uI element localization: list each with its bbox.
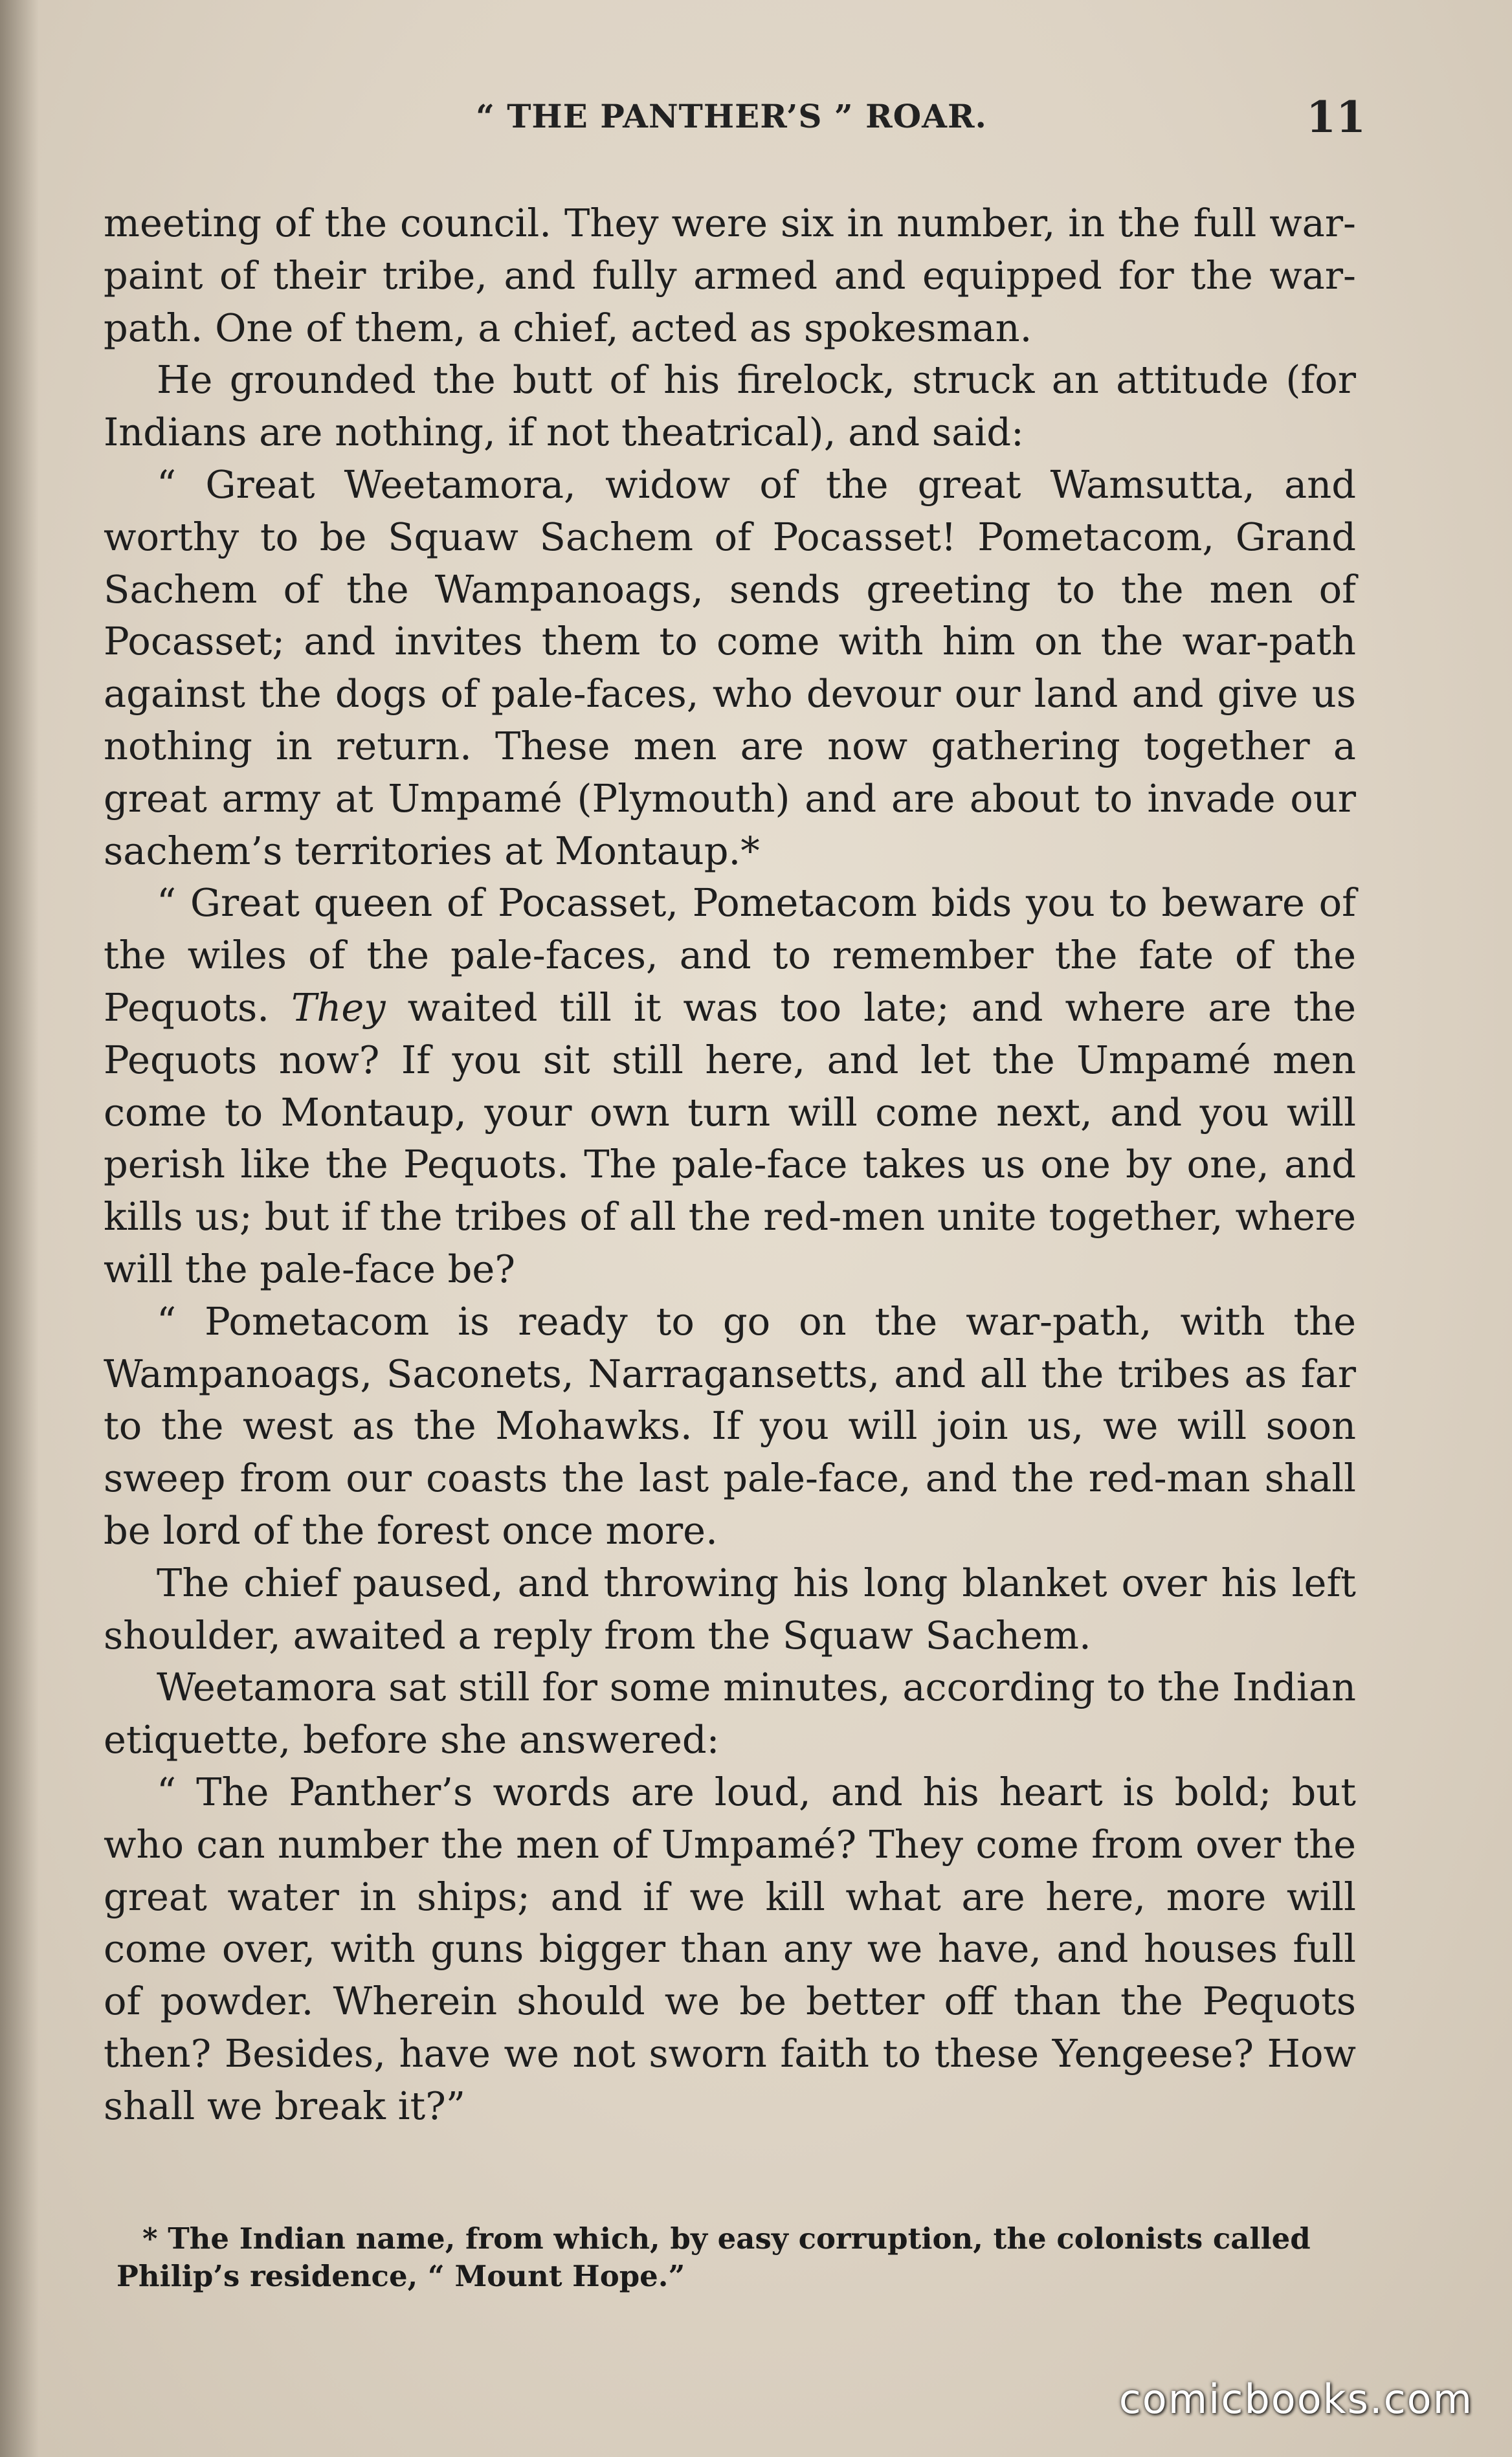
paragraph: “ The Panther’s words are loud, and his heart is bold; but who can number the men of Umpamé? They come from over the great water in ships; and if we kill what are here, more will come over, with guns bigger than any we have, and houses full of powder. Wherein should we be better off than the Pequots then? Besides, have we not sworn faith to these Yengeese? How shall we break it?” bbox=[104, 1769, 1356, 2128]
paragraph: “ Pometacom is ready to go on the war-path, with the Wampanoags, Saconets, Narragansetts, and all the tribes as far to the west as the Mohawks. If you will join us, we will soon sweep from our coasts the last pale-face, and the red-man shall be lord of the forest once more. bbox=[104, 1298, 1356, 1553]
paragraph: He grounded the butt of his firelock, struck an attitude (for Indians are nothing, if not theatrical), and said: bbox=[104, 357, 1356, 455]
watermark: comicbooks.com bbox=[1118, 2375, 1473, 2423]
paragraph: The chief paused, and throwing his long blanket over his left shoulder, awaited a reply from the Squaw Sachem. bbox=[104, 1560, 1356, 1658]
page-edge-shadow bbox=[0, 0, 39, 2457]
running-head bbox=[97, 92, 1366, 155]
paragraph-text: “ Great queen of Pocasset, Pometacom bids you to beware of the wiles of the pale-faces, and to remember the fate of the Pequots. bbox=[104, 880, 1356, 1030]
paragraph: “ Great Weetamora, widow of the great Wamsutta, and worthy to be Squaw Sachem of Pocasset! Pometacom, Grand Sachem of the Wampanoags, sends greeting to the men of Pocasset; and invites them to come with him on the war-path against the dogs of pale-faces, who devour our land and give us nothing in return. These men are now gathering together a great army at Umpamé (Plymouth) and are about to invade our sachem’s territories at Montaup.* bbox=[104, 461, 1356, 873]
paragraph: meeting of the council. They were six in number, in the full war-paint of their tribe, and fully armed and equipped for the war-path. One of them, a chief, acted as spokesman. bbox=[104, 201, 1356, 350]
paragraph bbox=[104, 877, 1356, 1295]
running-title: “ THE PANTHER’S ” ROAR. bbox=[476, 97, 987, 135]
paragraph: Weetamora sat still for some minutes, according to the Indian etiquette, before she answered: bbox=[104, 1665, 1356, 1762]
page-number: 11 bbox=[1306, 92, 1366, 142]
paragraph-text: waited till it was too late; and where are the Pequots now? If you sit still here, and let the Umpamé men come to Montaup, your own turn will come next, and you will perish like the Pequots. The pale-face takes us one by one, and kills us; but if the tribes of all the red-men unite together, where will the pale-face be? bbox=[104, 984, 1356, 1291]
body-text bbox=[104, 197, 1356, 2132]
emphasis-text: They bbox=[291, 984, 386, 1030]
footnote: * The Indian name, from which, by easy corruption, the colonists called Philip’s residence, “ Mount Hope.” bbox=[117, 2221, 1311, 2293]
